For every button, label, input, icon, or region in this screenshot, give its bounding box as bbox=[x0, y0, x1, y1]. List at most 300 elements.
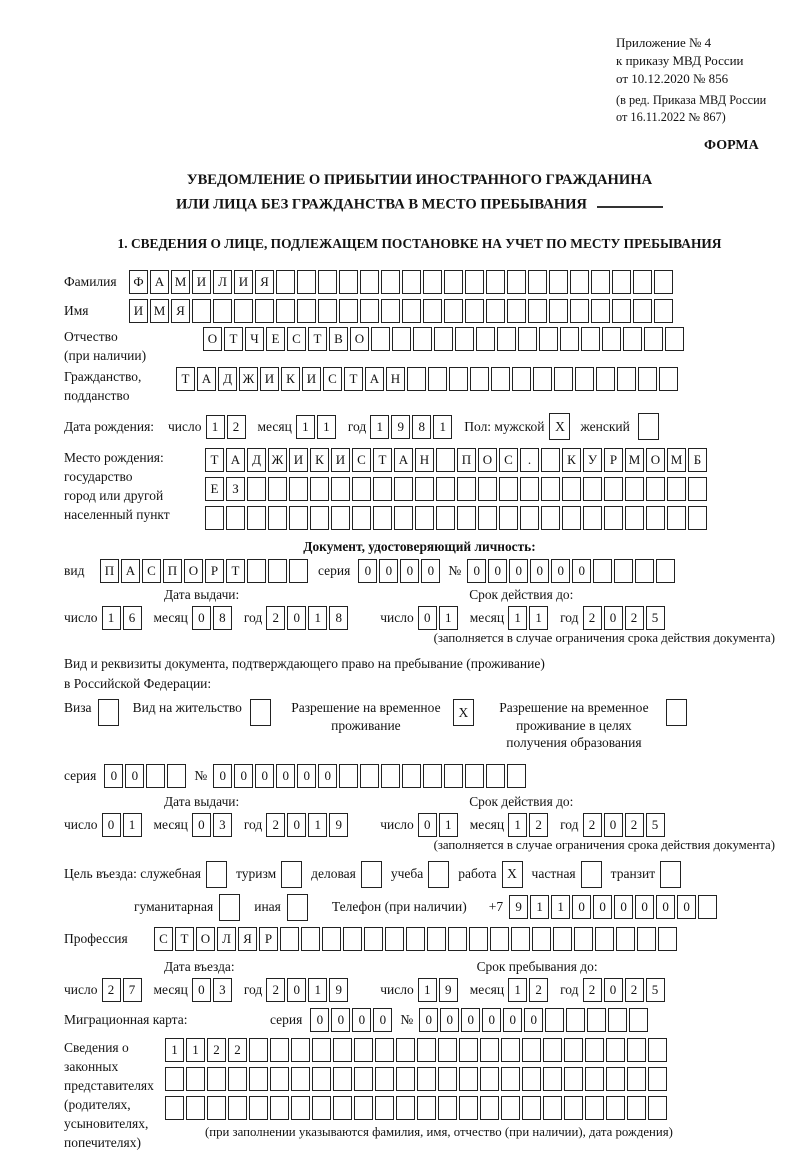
char-cell[interactable] bbox=[499, 477, 518, 501]
char-cell[interactable]: А bbox=[197, 367, 216, 391]
char-cell[interactable] bbox=[501, 1067, 520, 1091]
char-cell[interactable] bbox=[392, 327, 411, 351]
char-cell[interactable] bbox=[522, 1096, 541, 1120]
char-cell[interactable]: 0 bbox=[614, 895, 633, 919]
char-cell[interactable]: О bbox=[196, 927, 215, 951]
checkbox-other[interactable] bbox=[287, 894, 308, 921]
char-cell[interactable]: Т bbox=[175, 927, 194, 951]
checkbox-official[interactable] bbox=[206, 861, 227, 888]
char-cell[interactable]: 0 bbox=[635, 895, 654, 919]
char-cell[interactable] bbox=[541, 506, 560, 530]
char-cell[interactable] bbox=[375, 1067, 394, 1091]
char-cell[interactable] bbox=[564, 1067, 583, 1091]
char-cell[interactable] bbox=[635, 559, 654, 583]
char-cell[interactable] bbox=[312, 1038, 331, 1062]
char-cell[interactable] bbox=[444, 764, 463, 788]
char-cell[interactable]: 0 bbox=[604, 606, 623, 630]
char-cell[interactable] bbox=[360, 270, 379, 294]
char-cell[interactable] bbox=[604, 506, 623, 530]
char-cell[interactable]: А bbox=[365, 367, 384, 391]
char-cell[interactable]: 2 bbox=[625, 606, 644, 630]
char-cell[interactable] bbox=[373, 477, 392, 501]
char-cell[interactable] bbox=[396, 1096, 415, 1120]
char-cell[interactable]: И bbox=[234, 270, 253, 294]
char-cell[interactable]: 3 bbox=[213, 813, 232, 837]
char-cell[interactable] bbox=[665, 327, 684, 351]
char-cell[interactable] bbox=[339, 299, 358, 323]
char-cell[interactable]: 1 bbox=[530, 895, 549, 919]
char-cell[interactable]: 2 bbox=[228, 1038, 247, 1062]
char-cell[interactable]: 1 bbox=[206, 415, 225, 439]
char-cell[interactable] bbox=[623, 327, 642, 351]
char-cell[interactable] bbox=[617, 367, 636, 391]
char-cell[interactable] bbox=[207, 1067, 226, 1091]
char-cell[interactable]: 2 bbox=[625, 813, 644, 837]
char-cell[interactable] bbox=[415, 477, 434, 501]
char-cell[interactable] bbox=[423, 764, 442, 788]
char-cell[interactable] bbox=[585, 1096, 604, 1120]
char-cell[interactable]: О bbox=[203, 327, 222, 351]
checkbox-business[interactable] bbox=[361, 861, 382, 888]
char-cell[interactable] bbox=[354, 1038, 373, 1062]
char-cell[interactable] bbox=[289, 477, 308, 501]
char-cell[interactable]: Т bbox=[344, 367, 363, 391]
char-cell[interactable]: 0 bbox=[287, 606, 306, 630]
char-cell[interactable] bbox=[491, 367, 510, 391]
char-cell[interactable] bbox=[276, 270, 295, 294]
char-cell[interactable]: 0 bbox=[352, 1008, 371, 1032]
char-cell[interactable]: 8 bbox=[213, 606, 232, 630]
char-cell[interactable] bbox=[423, 270, 442, 294]
char-cell[interactable] bbox=[413, 327, 432, 351]
char-cell[interactable]: 0 bbox=[318, 764, 337, 788]
char-cell[interactable]: 1 bbox=[308, 813, 327, 837]
char-cell[interactable]: А bbox=[394, 448, 413, 472]
char-cell[interactable] bbox=[608, 1008, 627, 1032]
char-cell[interactable]: 0 bbox=[524, 1008, 543, 1032]
char-cell[interactable] bbox=[333, 1096, 352, 1120]
char-cell[interactable] bbox=[438, 1096, 457, 1120]
char-cell[interactable] bbox=[402, 299, 421, 323]
char-cell[interactable]: Я bbox=[171, 299, 190, 323]
checkbox-female[interactable] bbox=[638, 413, 659, 440]
char-cell[interactable] bbox=[375, 1096, 394, 1120]
char-cell[interactable]: Т bbox=[226, 559, 245, 583]
char-cell[interactable]: 5 bbox=[646, 606, 665, 630]
char-cell[interactable]: 5 bbox=[646, 978, 665, 1002]
char-cell[interactable] bbox=[459, 1067, 478, 1091]
char-cell[interactable] bbox=[192, 299, 211, 323]
char-cell[interactable]: 1 bbox=[123, 813, 142, 837]
char-cell[interactable] bbox=[436, 448, 455, 472]
char-cell[interactable] bbox=[606, 1067, 625, 1091]
char-cell[interactable]: Р bbox=[259, 927, 278, 951]
char-cell[interactable]: 1 bbox=[508, 606, 527, 630]
char-cell[interactable]: 0 bbox=[461, 1008, 480, 1032]
char-cell[interactable] bbox=[417, 1038, 436, 1062]
char-cell[interactable]: 0 bbox=[503, 1008, 522, 1032]
char-cell[interactable]: 1 bbox=[439, 813, 458, 837]
char-cell[interactable] bbox=[249, 1096, 268, 1120]
char-cell[interactable]: Ж bbox=[239, 367, 258, 391]
char-cell[interactable]: 1 bbox=[165, 1038, 184, 1062]
char-cell[interactable] bbox=[585, 1067, 604, 1091]
char-cell[interactable]: Е bbox=[266, 327, 285, 351]
char-cell[interactable]: 0 bbox=[297, 764, 316, 788]
char-cell[interactable] bbox=[575, 367, 594, 391]
char-cell[interactable] bbox=[566, 1008, 585, 1032]
char-cell[interactable] bbox=[596, 367, 615, 391]
char-cell[interactable]: 0 bbox=[572, 895, 591, 919]
checkbox-transit[interactable] bbox=[660, 861, 681, 888]
char-cell[interactable]: Ч bbox=[245, 327, 264, 351]
char-cell[interactable] bbox=[570, 299, 589, 323]
char-cell[interactable]: 9 bbox=[329, 813, 348, 837]
char-cell[interactable] bbox=[343, 927, 362, 951]
char-cell[interactable] bbox=[465, 299, 484, 323]
char-cell[interactable] bbox=[595, 927, 614, 951]
char-cell[interactable]: 1 bbox=[296, 415, 315, 439]
char-cell[interactable] bbox=[533, 367, 552, 391]
char-cell[interactable]: П bbox=[457, 448, 476, 472]
char-cell[interactable] bbox=[583, 477, 602, 501]
char-cell[interactable] bbox=[373, 506, 392, 530]
char-cell[interactable]: М bbox=[171, 270, 190, 294]
char-cell[interactable]: 9 bbox=[509, 895, 528, 919]
char-cell[interactable]: З bbox=[226, 477, 245, 501]
char-cell[interactable]: 2 bbox=[583, 978, 602, 1002]
char-cell[interactable] bbox=[549, 299, 568, 323]
char-cell[interactable] bbox=[270, 1067, 289, 1091]
char-cell[interactable] bbox=[247, 559, 266, 583]
char-cell[interactable]: С bbox=[323, 367, 342, 391]
char-cell[interactable] bbox=[255, 299, 274, 323]
char-cell[interactable]: 0 bbox=[213, 764, 232, 788]
char-cell[interactable] bbox=[234, 299, 253, 323]
char-cell[interactable] bbox=[581, 327, 600, 351]
checkbox-work[interactable]: X bbox=[502, 861, 523, 888]
char-cell[interactable] bbox=[423, 299, 442, 323]
char-cell[interactable]: 0 bbox=[192, 813, 211, 837]
char-cell[interactable]: 1 bbox=[418, 978, 437, 1002]
char-cell[interactable]: 0 bbox=[287, 978, 306, 1002]
char-cell[interactable]: Н bbox=[415, 448, 434, 472]
char-cell[interactable]: 1 bbox=[102, 606, 121, 630]
char-cell[interactable] bbox=[522, 1067, 541, 1091]
char-cell[interactable]: 0 bbox=[467, 559, 486, 583]
char-cell[interactable] bbox=[638, 367, 657, 391]
char-cell[interactable] bbox=[444, 299, 463, 323]
char-cell[interactable] bbox=[522, 1038, 541, 1062]
char-cell[interactable]: 0 bbox=[572, 559, 591, 583]
char-cell[interactable] bbox=[249, 1038, 268, 1062]
char-cell[interactable] bbox=[417, 1096, 436, 1120]
char-cell[interactable]: 0 bbox=[551, 559, 570, 583]
char-cell[interactable]: И bbox=[260, 367, 279, 391]
char-cell[interactable] bbox=[644, 327, 663, 351]
char-cell[interactable] bbox=[270, 1038, 289, 1062]
char-cell[interactable] bbox=[528, 299, 547, 323]
char-cell[interactable] bbox=[247, 506, 266, 530]
char-cell[interactable]: Я bbox=[238, 927, 257, 951]
char-cell[interactable] bbox=[574, 927, 593, 951]
char-cell[interactable] bbox=[629, 1008, 648, 1032]
char-cell[interactable]: М bbox=[667, 448, 686, 472]
char-cell[interactable]: 7 bbox=[123, 978, 142, 1002]
char-cell[interactable] bbox=[146, 764, 165, 788]
char-cell[interactable] bbox=[507, 299, 526, 323]
checkbox-study[interactable] bbox=[428, 861, 449, 888]
char-cell[interactable] bbox=[280, 927, 299, 951]
char-cell[interactable] bbox=[543, 1067, 562, 1091]
char-cell[interactable]: 0 bbox=[400, 559, 419, 583]
char-cell[interactable] bbox=[520, 477, 539, 501]
char-cell[interactable] bbox=[297, 270, 316, 294]
char-cell[interactable] bbox=[381, 270, 400, 294]
char-cell[interactable] bbox=[627, 1096, 646, 1120]
char-cell[interactable] bbox=[165, 1067, 184, 1091]
char-cell[interactable] bbox=[549, 270, 568, 294]
char-cell[interactable]: 1 bbox=[308, 606, 327, 630]
char-cell[interactable] bbox=[541, 477, 560, 501]
char-cell[interactable] bbox=[228, 1096, 247, 1120]
char-cell[interactable]: 0 bbox=[287, 813, 306, 837]
char-cell[interactable]: 8 bbox=[412, 415, 431, 439]
char-cell[interactable] bbox=[354, 1067, 373, 1091]
char-cell[interactable] bbox=[213, 299, 232, 323]
char-cell[interactable]: Д bbox=[218, 367, 237, 391]
char-cell[interactable] bbox=[371, 327, 390, 351]
char-cell[interactable] bbox=[396, 1038, 415, 1062]
char-cell[interactable] bbox=[385, 927, 404, 951]
char-cell[interactable] bbox=[486, 299, 505, 323]
char-cell[interactable]: 2 bbox=[266, 978, 285, 1002]
char-cell[interactable] bbox=[562, 477, 581, 501]
char-cell[interactable] bbox=[497, 327, 516, 351]
char-cell[interactable]: 2 bbox=[102, 978, 121, 1002]
char-cell[interactable] bbox=[427, 927, 446, 951]
char-cell[interactable]: Ф bbox=[129, 270, 148, 294]
char-cell[interactable] bbox=[322, 927, 341, 951]
char-cell[interactable] bbox=[289, 506, 308, 530]
char-cell[interactable] bbox=[478, 506, 497, 530]
char-cell[interactable] bbox=[402, 764, 421, 788]
char-cell[interactable] bbox=[616, 927, 635, 951]
char-cell[interactable]: 1 bbox=[317, 415, 336, 439]
char-cell[interactable] bbox=[249, 1067, 268, 1091]
char-cell[interactable]: И bbox=[129, 299, 148, 323]
char-cell[interactable] bbox=[667, 506, 686, 530]
char-cell[interactable] bbox=[465, 270, 484, 294]
char-cell[interactable]: К bbox=[281, 367, 300, 391]
char-cell[interactable] bbox=[654, 299, 673, 323]
char-cell[interactable]: 0 bbox=[310, 1008, 329, 1032]
checkbox-humanitarian[interactable] bbox=[219, 894, 240, 921]
char-cell[interactable] bbox=[554, 367, 573, 391]
checkbox-temp-residence[interactable]: X bbox=[453, 699, 474, 726]
char-cell[interactable] bbox=[562, 506, 581, 530]
char-cell[interactable] bbox=[480, 1096, 499, 1120]
char-cell[interactable]: А bbox=[150, 270, 169, 294]
char-cell[interactable] bbox=[648, 1038, 667, 1062]
checkbox-tourism[interactable] bbox=[281, 861, 302, 888]
char-cell[interactable] bbox=[438, 1067, 457, 1091]
char-cell[interactable]: 1 bbox=[508, 813, 527, 837]
char-cell[interactable]: 0 bbox=[358, 559, 377, 583]
char-cell[interactable] bbox=[459, 1038, 478, 1062]
char-cell[interactable] bbox=[627, 1067, 646, 1091]
char-cell[interactable]: Т bbox=[373, 448, 392, 472]
char-cell[interactable] bbox=[499, 506, 518, 530]
char-cell[interactable] bbox=[486, 764, 505, 788]
char-cell[interactable]: 0 bbox=[656, 895, 675, 919]
char-cell[interactable]: С bbox=[142, 559, 161, 583]
char-cell[interactable]: 1 bbox=[308, 978, 327, 1002]
char-cell[interactable] bbox=[476, 327, 495, 351]
char-cell[interactable]: 1 bbox=[433, 415, 452, 439]
char-cell[interactable]: 1 bbox=[529, 606, 548, 630]
char-cell[interactable] bbox=[470, 367, 489, 391]
char-cell[interactable] bbox=[167, 764, 186, 788]
char-cell[interactable]: 2 bbox=[583, 606, 602, 630]
char-cell[interactable] bbox=[268, 477, 287, 501]
char-cell[interactable] bbox=[585, 1038, 604, 1062]
char-cell[interactable] bbox=[659, 367, 678, 391]
char-cell[interactable] bbox=[310, 506, 329, 530]
char-cell[interactable] bbox=[614, 559, 633, 583]
char-cell[interactable] bbox=[312, 1067, 331, 1091]
char-cell[interactable] bbox=[396, 1067, 415, 1091]
char-cell[interactable]: 9 bbox=[439, 978, 458, 1002]
char-cell[interactable] bbox=[205, 506, 224, 530]
char-cell[interactable] bbox=[352, 506, 371, 530]
char-cell[interactable] bbox=[625, 477, 644, 501]
char-cell[interactable] bbox=[354, 1096, 373, 1120]
char-cell[interactable] bbox=[312, 1096, 331, 1120]
char-cell[interactable]: 5 bbox=[646, 813, 665, 837]
char-cell[interactable]: М bbox=[625, 448, 644, 472]
char-cell[interactable] bbox=[507, 764, 526, 788]
char-cell[interactable] bbox=[270, 1096, 289, 1120]
char-cell[interactable]: 0 bbox=[373, 1008, 392, 1032]
char-cell[interactable] bbox=[480, 1038, 499, 1062]
char-cell[interactable] bbox=[436, 506, 455, 530]
char-cell[interactable] bbox=[648, 1096, 667, 1120]
char-cell[interactable]: 0 bbox=[421, 559, 440, 583]
char-cell[interactable] bbox=[297, 299, 316, 323]
checkbox-male[interactable]: X bbox=[549, 413, 570, 440]
char-cell[interactable] bbox=[444, 270, 463, 294]
char-cell[interactable]: 1 bbox=[186, 1038, 205, 1062]
char-cell[interactable]: А bbox=[121, 559, 140, 583]
char-cell[interactable] bbox=[612, 270, 631, 294]
char-cell[interactable]: Д bbox=[247, 448, 266, 472]
char-cell[interactable] bbox=[310, 477, 329, 501]
char-cell[interactable]: 0 bbox=[192, 978, 211, 1002]
char-cell[interactable]: 9 bbox=[329, 978, 348, 1002]
char-cell[interactable] bbox=[331, 506, 350, 530]
char-cell[interactable]: П bbox=[100, 559, 119, 583]
char-cell[interactable]: 0 bbox=[418, 813, 437, 837]
char-cell[interactable] bbox=[646, 477, 665, 501]
char-cell[interactable]: 0 bbox=[482, 1008, 501, 1032]
char-cell[interactable] bbox=[448, 927, 467, 951]
char-cell[interactable]: Р bbox=[205, 559, 224, 583]
char-cell[interactable]: 9 bbox=[391, 415, 410, 439]
char-cell[interactable]: 0 bbox=[102, 813, 121, 837]
char-cell[interactable]: Л bbox=[213, 270, 232, 294]
char-cell[interactable]: Л bbox=[217, 927, 236, 951]
checkbox-temp-residence-edu[interactable] bbox=[666, 699, 687, 726]
char-cell[interactable] bbox=[333, 1067, 352, 1091]
char-cell[interactable] bbox=[407, 367, 426, 391]
char-cell[interactable] bbox=[587, 1008, 606, 1032]
char-cell[interactable] bbox=[289, 559, 308, 583]
char-cell[interactable] bbox=[602, 327, 621, 351]
char-cell[interactable]: 0 bbox=[488, 559, 507, 583]
char-cell[interactable]: Т bbox=[224, 327, 243, 351]
char-cell[interactable]: М bbox=[150, 299, 169, 323]
char-cell[interactable] bbox=[415, 506, 434, 530]
char-cell[interactable] bbox=[436, 477, 455, 501]
char-cell[interactable]: 0 bbox=[331, 1008, 350, 1032]
char-cell[interactable] bbox=[339, 270, 358, 294]
char-cell[interactable] bbox=[501, 1038, 520, 1062]
char-cell[interactable] bbox=[528, 270, 547, 294]
char-cell[interactable] bbox=[226, 506, 245, 530]
char-cell[interactable] bbox=[360, 299, 379, 323]
char-cell[interactable] bbox=[627, 1038, 646, 1062]
char-cell[interactable] bbox=[480, 1067, 499, 1091]
char-cell[interactable] bbox=[646, 506, 665, 530]
checkbox-visa[interactable] bbox=[98, 699, 119, 726]
checkbox-private[interactable] bbox=[581, 861, 602, 888]
char-cell[interactable] bbox=[478, 477, 497, 501]
char-cell[interactable] bbox=[490, 927, 509, 951]
char-cell[interactable] bbox=[560, 327, 579, 351]
char-cell[interactable]: С bbox=[499, 448, 518, 472]
char-cell[interactable] bbox=[606, 1038, 625, 1062]
char-cell[interactable]: 2 bbox=[227, 415, 246, 439]
char-cell[interactable] bbox=[291, 1096, 310, 1120]
char-cell[interactable]: 2 bbox=[625, 978, 644, 1002]
char-cell[interactable] bbox=[688, 477, 707, 501]
char-cell[interactable]: 0 bbox=[509, 559, 528, 583]
char-cell[interactable]: 0 bbox=[440, 1008, 459, 1032]
char-cell[interactable]: Н bbox=[386, 367, 405, 391]
char-cell[interactable]: 0 bbox=[604, 978, 623, 1002]
char-cell[interactable] bbox=[301, 927, 320, 951]
char-cell[interactable] bbox=[564, 1038, 583, 1062]
char-cell[interactable] bbox=[434, 327, 453, 351]
char-cell[interactable]: Б bbox=[688, 448, 707, 472]
char-cell[interactable] bbox=[511, 927, 530, 951]
char-cell[interactable] bbox=[656, 559, 675, 583]
char-cell[interactable] bbox=[570, 270, 589, 294]
char-cell[interactable] bbox=[402, 270, 421, 294]
char-cell[interactable] bbox=[186, 1067, 205, 1091]
char-cell[interactable] bbox=[654, 270, 673, 294]
char-cell[interactable] bbox=[648, 1067, 667, 1091]
char-cell[interactable]: 0 bbox=[530, 559, 549, 583]
char-cell[interactable] bbox=[507, 270, 526, 294]
char-cell[interactable] bbox=[501, 1096, 520, 1120]
char-cell[interactable]: Р bbox=[604, 448, 623, 472]
char-cell[interactable]: 1 bbox=[370, 415, 389, 439]
char-cell[interactable]: 0 bbox=[104, 764, 123, 788]
char-cell[interactable] bbox=[633, 299, 652, 323]
char-cell[interactable] bbox=[291, 1038, 310, 1062]
